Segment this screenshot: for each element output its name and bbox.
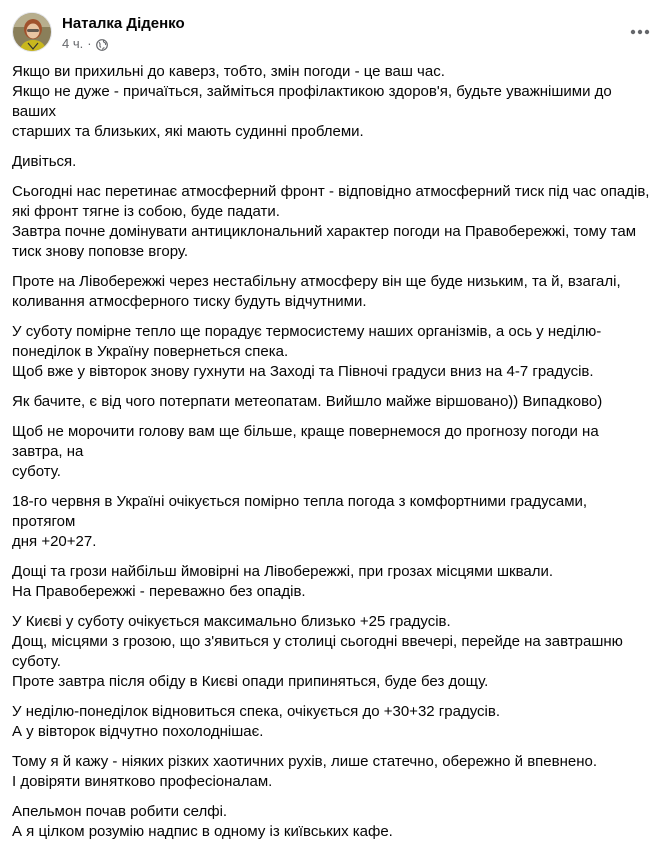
post-text-line: А у вівторок відчутно похолоднішає.	[12, 723, 264, 740]
post-text-line: Щоб вже у вівторок знову гухнути на Заході та Півночі градуси вниз на 4-7 градусів.	[12, 363, 594, 380]
post-text	[12, 62, 652, 852]
post-text-line: Проте на Лівобережжі через нестабільну атмосферу він ще буде низьким, та й, взагалі,	[12, 273, 621, 290]
post-text-line: понеділок в Україну повернеться спека.	[12, 343, 289, 360]
post-text-line: Дощі та грози найбільш ймовірні на Лівобережжі, при грозах місцями шквали.	[12, 563, 554, 580]
post-text-line: суботу.	[12, 653, 61, 670]
post-paragraph	[12, 492, 652, 552]
more-horizontal-icon	[630, 29, 650, 35]
post-paragraph	[12, 182, 652, 262]
post-text-line: У суботу помірне тепло ще порадує термосистему наших організмів, а ось у неділю-	[12, 323, 602, 340]
post-paragraph	[12, 272, 652, 312]
post-text-line: Апельмон почав робити селфі.	[12, 803, 228, 820]
post-time[interactable]: 4 ч.	[62, 36, 84, 51]
post-text-line: На Правобережжі - переважно без опадів.	[12, 583, 306, 600]
post-text-line: Сьогодні нас перетинає атмосферний фронт - відповідно атмосферний тиск під час опадів,	[12, 183, 650, 200]
post-text-line: дня +20+27.	[12, 533, 97, 550]
post-paragraph	[12, 422, 652, 482]
meta-separator: ·	[87, 36, 92, 51]
post-paragraph	[12, 702, 652, 742]
post-text-line: старших та близьких, які мають судинні проблеми.	[12, 123, 364, 140]
post-meta	[62, 36, 108, 52]
more-options-button[interactable]	[626, 18, 654, 46]
post-text-line: Завтра почне домінувати антициклональний характер погоди на Правобережжі, тому там	[12, 223, 637, 240]
post-paragraph	[12, 802, 652, 842]
globe-icon[interactable]	[96, 39, 108, 51]
post-text-line: Дощ, місцями з грозою, що з'явиться у столиці сьогодні ввечері, перейде на завтрашню	[12, 633, 623, 650]
post-paragraph	[12, 752, 652, 792]
post-text-line: які фронт тягне із собою, буде падати.	[12, 203, 280, 220]
post-text-line: суботу.	[12, 463, 61, 480]
post-text-line: У неділю-понеділок відновиться спека, очікується до +30+32 градусів.	[12, 703, 500, 720]
post-text-line: Якщо ви прихильні до каверз, тобто, змін погоди - це ваш час.	[12, 63, 445, 80]
post-text-line: У Києві у суботу очікується максимально близько +25 градусів.	[12, 613, 451, 630]
author-name[interactable]: Наталка Діденко	[62, 15, 185, 32]
post-paragraph	[12, 152, 652, 172]
post-paragraph	[12, 62, 652, 142]
post-text-line: Як бачите, є від чого потерпати метеопатам. Вийшло майже віршовано)) Випадково)	[12, 393, 603, 410]
post-text-line: тиск знову поповзе вгору.	[12, 243, 189, 260]
post-paragraph	[12, 322, 652, 382]
post-text-line: коливання атмосферного тиску будуть відчутними.	[12, 293, 367, 310]
post-paragraph	[12, 562, 652, 602]
author-avatar[interactable]	[12, 12, 52, 52]
post-text-line: Проте завтра після обіду в Києві опади припиняться, буде без дощу.	[12, 673, 489, 690]
post-text-line: 18-го червня в Україні очікується помірно тепла погода з комфортними градусами, протягом	[12, 493, 588, 530]
post-text-line: Дивіться.	[12, 153, 77, 170]
post-paragraph	[12, 612, 652, 692]
post-text-line: Тому я й кажу - ніяких різких хаотичних рухів, лише статечно, обережно й впевнено.	[12, 753, 598, 770]
avatar-image	[13, 13, 52, 52]
post-text-line: Щоб не морочити голову вам ще більше, краще повернемося до прогнозу погоди на завтра, на	[12, 423, 599, 460]
post-paragraph	[12, 392, 652, 412]
post-text-line: А я цілком розумію надпис в одному із київських кафе.	[12, 823, 393, 840]
post-header	[12, 12, 660, 56]
post-text-line: Якщо не дуже - причаїться, займіться профілактикою здоров'я, будьте уважнішими до ваших	[12, 83, 612, 120]
post-text-line: І довіряти винятково професіоналам.	[12, 773, 273, 790]
